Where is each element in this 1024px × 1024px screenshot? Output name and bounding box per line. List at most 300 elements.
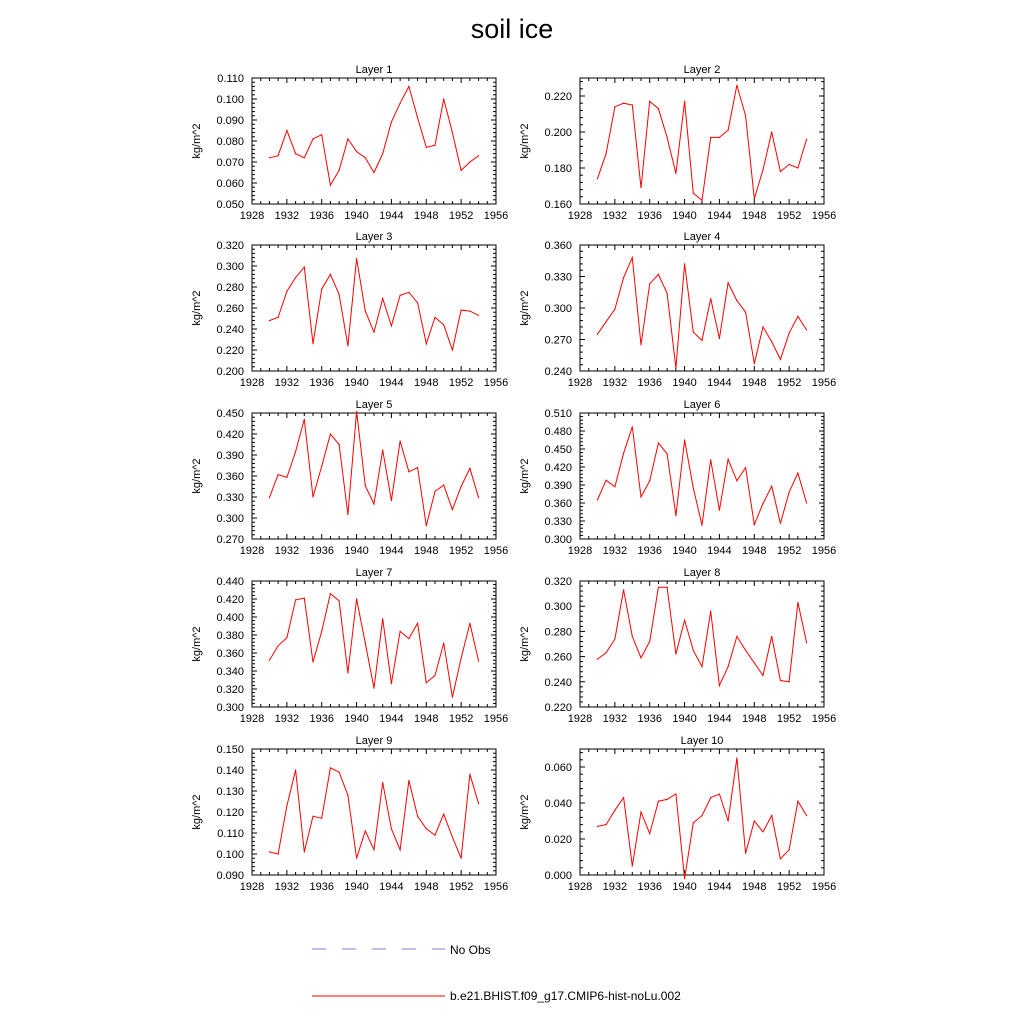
layer-2-data-point: [728, 130, 729, 131]
layer-8-data-point: [797, 602, 798, 603]
layer-7-xtick-label: 1932: [274, 713, 300, 725]
layer-2-data-point: [771, 131, 772, 132]
layer-2-data-point: [675, 173, 676, 174]
layer-3-data-point: [469, 311, 470, 312]
layer-6-data-point: [684, 439, 685, 440]
layer-7-xtick-label: 1936: [309, 713, 334, 725]
layer-3-data-point: [434, 317, 435, 318]
layer-9-data-point: [339, 772, 340, 773]
layer-10-data-point: [736, 757, 737, 758]
layer-10-data-point: [623, 797, 624, 798]
layer-6-frame: [580, 413, 824, 539]
layer-1-data-point: [269, 157, 270, 158]
layer-6-data-point: [658, 442, 659, 443]
layer-5-ytick-label: 0.390: [216, 450, 244, 462]
layer-10-data-point: [797, 801, 798, 802]
layer-3-title: Layer 3: [355, 231, 393, 243]
layer-3-data-point: [339, 294, 340, 295]
layer-5-data-point: [417, 467, 418, 468]
layer-9-data-point: [330, 767, 331, 768]
layer-9-data-point: [373, 849, 374, 850]
layer-1-data-point: [356, 151, 357, 152]
layer-10-ytick-label: 0.020: [544, 834, 572, 846]
legend-no-obs-label: No Obs: [450, 943, 491, 957]
layer-6-data-point: [606, 480, 607, 481]
layer-7-data-point: [426, 682, 427, 683]
layer-9-data-point: [347, 795, 348, 796]
layer-10-data-point: [806, 815, 807, 816]
layer-8-ytick-label: 0.320: [544, 576, 572, 588]
layer-1-data-point: [330, 185, 331, 186]
layer-10-xtick-label: 1956: [811, 881, 837, 893]
layer-8-ytick-label: 0.280: [544, 626, 572, 639]
layer-2-xtick-label: 1956: [811, 210, 837, 222]
layer-2-data-point: [736, 85, 737, 86]
layer-5-data-point: [286, 477, 287, 478]
layer-7-data-point: [347, 672, 348, 673]
layer-4-xtick-label: 1940: [672, 377, 697, 389]
layer-10-title: Layer 10: [680, 735, 724, 747]
layer-2-data-point: [632, 104, 633, 105]
layer-5-ytick-label: 0.420: [216, 429, 244, 441]
layer-1-xtick-label: 1936: [309, 210, 334, 222]
layer-5-data-point: [426, 525, 427, 526]
layer-7-data-point: [434, 675, 435, 676]
layer-3-data-point: [461, 310, 462, 311]
layer-9-data-point: [356, 858, 357, 859]
layer-1-ytick-label: 0.100: [216, 94, 244, 106]
layer-9-ylabel: kg/m^2: [191, 794, 203, 830]
layer-10-ytick-label: 0.060: [544, 762, 572, 774]
layer-1-data-point: [408, 86, 409, 87]
layer-1-data-point: [461, 170, 462, 171]
layer-10-xtick-label: 1928: [567, 881, 593, 893]
layer-4-data-point: [771, 341, 772, 342]
layer-9-data-point: [408, 780, 409, 781]
layer-1-xtick-label: 1956: [483, 210, 509, 222]
layer-1-data-point: [365, 157, 366, 158]
layer-7-ytick-label: 0.360: [216, 648, 244, 660]
layer-3-xtick-label: 1956: [483, 377, 509, 389]
layer-9-series-line: [269, 768, 478, 858]
layer-8-ytick-label: 0.260: [544, 651, 572, 664]
layer-9-xtick-label: 1932: [274, 881, 300, 893]
layer-2-xtick-label: 1952: [776, 210, 802, 222]
layer-5-ytick-label: 0.330: [216, 492, 244, 504]
layer-4-data-point: [736, 300, 737, 301]
layer-3-ytick-label: 0.280: [216, 282, 244, 294]
layer-9-xtick-label: 1936: [309, 881, 334, 893]
layer-3-data-point: [269, 320, 270, 321]
layer-4-ytick-label: 0.330: [544, 271, 572, 284]
layer-5-xtick-label: 1936: [309, 545, 334, 557]
layer-6-data-point: [632, 426, 633, 427]
layer-1-data-point: [452, 132, 453, 133]
layer-10-xtick-label: 1940: [672, 881, 697, 893]
figure-title: soil ice: [470, 14, 554, 44]
layer-1-data-point: [339, 170, 340, 171]
layer-9-data-point: [382, 782, 383, 783]
layer-4-data-point: [684, 263, 685, 264]
layer-8-xtick-label: 1928: [567, 713, 593, 725]
layer-8-ytick-label: 0.220: [544, 702, 572, 714]
layer-4-data-point: [632, 257, 633, 258]
layer-7-data-point: [391, 683, 392, 684]
layer-8-ytick-label: 0.300: [544, 601, 572, 614]
layer-4-data-point: [728, 282, 729, 283]
layer-3-data-point: [408, 292, 409, 293]
layer-8-data-point: [719, 685, 720, 686]
layer-2-data-point: [640, 187, 641, 188]
layer-7-xtick-label: 1952: [448, 713, 474, 725]
layer-8-ylabel: kg/m^2: [519, 626, 531, 662]
layer-3-data-point: [330, 274, 331, 275]
layer-2-ylabel: kg/m^2: [519, 123, 531, 159]
layer-2-data-point: [623, 103, 624, 104]
layer-8-data-point: [728, 666, 729, 667]
layer-3-data-point: [417, 302, 418, 303]
layer-7-data-point: [452, 697, 453, 698]
layer-9-title: Layer 9: [355, 735, 393, 747]
layer-7-ytick-label: 0.420: [216, 594, 244, 606]
layer-2-data-point: [754, 198, 755, 199]
layer-2-xtick-label: 1948: [742, 210, 767, 222]
layer-9-xtick-label: 1940: [344, 881, 369, 893]
layer-10-data-point: [614, 810, 615, 811]
layer-4-data-point: [762, 326, 763, 327]
layer-3-data-point: [365, 311, 366, 312]
layer-2-data-point: [710, 137, 711, 138]
layer-10-data-point: [762, 831, 763, 832]
layer-10-data-point: [728, 820, 729, 821]
layer-6-ytick-label: 0.390: [544, 480, 572, 492]
layer-6-data-point: [728, 459, 729, 460]
layer-1-data-point: [426, 147, 427, 148]
layer-1-ytick-label: 0.070: [216, 157, 244, 169]
layer-3-data-point: [295, 277, 296, 278]
layer-7-data-point: [365, 643, 366, 644]
layer-3-data-point: [426, 343, 427, 344]
layer-8-data-point: [745, 650, 746, 651]
layer-7-ytick-label: 0.380: [216, 630, 244, 642]
layer-1-xtick-label: 1932: [274, 210, 300, 222]
layer-8-xtick-label: 1956: [811, 713, 837, 725]
layer-5-data-point: [330, 433, 331, 434]
layer-8-xtick-label: 1948: [742, 713, 767, 725]
layer-1-title: Layer 1: [355, 64, 393, 76]
layer-10-data-point: [745, 853, 746, 854]
layer-1-data-point: [434, 145, 435, 146]
layer-1-series-line: [269, 86, 478, 185]
layer-2-data-point: [797, 167, 798, 168]
layer-1-ytick-label: 0.080: [216, 136, 244, 148]
layer-3-ytick-label: 0.240: [216, 324, 244, 336]
layer-3-ytick-label: 0.320: [216, 240, 244, 252]
layer-9-data-point: [400, 849, 401, 850]
layer-8-data-point: [614, 638, 615, 639]
layer-5-xtick-label: 1944: [379, 545, 404, 557]
layer-5-ytick-label: 0.450: [216, 408, 244, 420]
layer-1-data-point: [443, 98, 444, 99]
layer-1-data-point: [312, 138, 313, 139]
layer-8-data-point: [667, 587, 668, 588]
layer-1-data-point: [382, 153, 383, 154]
layer-4-data-point: [710, 298, 711, 299]
layer-1-xtick-label: 1940: [344, 210, 369, 222]
layer-10-data-point: [771, 815, 772, 816]
layer-4-data-point: [806, 329, 807, 330]
layer-1-xtick-label: 1948: [414, 210, 439, 222]
layer-1-xtick-label: 1944: [379, 210, 404, 222]
layer-7-ytick-label: 0.440: [216, 576, 244, 588]
layer-4-data-point: [719, 338, 720, 339]
layer-1-data-point: [347, 138, 348, 139]
layer-2-data-point: [667, 137, 668, 138]
layer-6-data-point: [597, 499, 598, 500]
layer-2-ytick-label: 0.200: [544, 127, 572, 139]
layer-10-data-point: [789, 849, 790, 850]
layer-3-xtick-label: 1936: [309, 377, 334, 389]
layer-8-data-point: [701, 666, 702, 667]
layer-10-ytick-label: 0.040: [544, 798, 572, 810]
layer-9-ytick-label: 0.140: [216, 765, 244, 777]
layer-5-data-point: [443, 485, 444, 486]
layer-8-data-point: [710, 611, 711, 612]
layer-6-ylabel: kg/m^2: [519, 458, 531, 494]
layer-10-ytick-label: 0.000: [544, 870, 572, 882]
layer-9-data-point: [417, 816, 418, 817]
layer-7-xtick-label: 1944: [379, 713, 404, 725]
layer-1-ytick-label: 0.090: [216, 115, 244, 127]
layer-7-ylabel: kg/m^2: [191, 626, 203, 662]
layer-8-xtick-label: 1932: [602, 713, 628, 725]
layer-4-xtick-label: 1936: [637, 377, 662, 389]
layer-9-data-point: [434, 835, 435, 836]
layer-2-data-point: [719, 137, 720, 138]
layer-7-data-point: [312, 661, 313, 662]
layer-3-xtick-label: 1948: [414, 377, 439, 389]
layer-1-xtick-label: 1928: [239, 210, 265, 222]
layer-4-xtick-label: 1956: [811, 377, 837, 389]
layer-5-data-point: [339, 444, 340, 445]
layer-8-data-point: [789, 681, 790, 682]
layer-2-data-point: [780, 171, 781, 172]
layer-5-data-point: [478, 497, 479, 498]
layer-5-xtick-label: 1932: [274, 545, 300, 557]
layer-7-title: Layer 7: [355, 567, 393, 579]
layer-9-data-point: [452, 837, 453, 838]
layer-8-data-point: [806, 642, 807, 643]
layer-4-data-point: [675, 367, 676, 368]
layer-3-xtick-label: 1944: [379, 377, 404, 389]
layer-5-xtick-label: 1928: [239, 545, 265, 557]
layer-1-ytick-label: 0.110: [217, 73, 244, 85]
layer-3-data-point: [304, 266, 305, 267]
layer-3-ytick-label: 0.220: [216, 345, 244, 357]
layer-7-data-point: [461, 658, 462, 659]
layer-8-xtick-label: 1944: [707, 713, 732, 725]
layer-6-data-point: [736, 480, 737, 481]
layer-1-data-point: [304, 157, 305, 158]
legend-model-label: b.e21.BHIST.f09_g17.CMIP6-hist-noLu.002: [450, 989, 681, 1003]
layer-10-data-point: [675, 793, 676, 794]
layer-8-data-point: [640, 657, 641, 658]
layer-5-data-point: [269, 497, 270, 498]
layer-8-xtick-label: 1952: [776, 713, 802, 725]
layer-7-data-point: [304, 598, 305, 599]
layer-10-ylabel: kg/m^2: [519, 794, 531, 830]
layer-2-data-point: [745, 115, 746, 116]
layer-3-ytick-label: 0.200: [216, 366, 244, 378]
layer-6-ytick-label: 0.360: [544, 498, 572, 510]
layer-6-data-point: [623, 453, 624, 454]
layer-7-data-point: [278, 645, 279, 646]
layer-1-data-point: [478, 155, 479, 156]
layer-8-data-point: [684, 619, 685, 620]
layer-3-series-line: [269, 259, 478, 350]
layer-7-ytick-label: 0.340: [216, 666, 244, 678]
layer-1-data-point: [321, 134, 322, 135]
layer-5-data-point: [321, 466, 322, 467]
layer-6-ytick-label: 0.420: [544, 462, 572, 474]
layer-2-data-point: [693, 193, 694, 194]
layer-10-data-point: [754, 820, 755, 821]
layer-6-data-point: [710, 459, 711, 460]
layer-1-data-point: [373, 172, 374, 173]
layer-10-data-point: [606, 824, 607, 825]
layer-3-ytick-label: 0.300: [216, 261, 244, 273]
layer-5-data-point: [295, 451, 296, 452]
layer-9-ytick-label: 0.150: [216, 744, 244, 756]
layer-4-xtick-label: 1948: [742, 377, 767, 389]
layer-4-data-point: [754, 363, 755, 364]
layer-4-data-point: [606, 321, 607, 322]
layer-9-data-point: [269, 851, 270, 852]
layer-3-data-point: [278, 317, 279, 318]
layer-9-data-point: [321, 818, 322, 819]
layer-6-data-point: [771, 486, 772, 487]
layer-4-data-point: [614, 308, 615, 309]
layer-2-data-point: [614, 106, 615, 107]
layer-5-ytick-label: 0.300: [216, 513, 244, 525]
layer-8-data-point: [649, 641, 650, 642]
layer-3-data-point: [347, 345, 348, 346]
layer-9-xtick-label: 1956: [483, 881, 509, 893]
layer-5-data-point: [373, 503, 374, 504]
layer-3-data-point: [321, 289, 322, 290]
layer-4-data-point: [649, 283, 650, 284]
layer-7-data-point: [356, 598, 357, 599]
layer-2-xtick-label: 1944: [707, 210, 732, 222]
layer-6-ytick-label: 0.480: [544, 426, 572, 438]
layer-9-data-point: [286, 805, 287, 806]
layer-2-series-line: [597, 85, 806, 200]
layer-7-ytick-label: 0.400: [216, 612, 244, 624]
layer-8-title: Layer 8: [683, 567, 721, 579]
layer-5-data-point: [304, 419, 305, 420]
layer-4-ytick-label: 0.300: [544, 303, 572, 315]
layer-9-data-point: [478, 803, 479, 804]
layer-6-data-point: [806, 502, 807, 503]
layer-10-data-point: [780, 858, 781, 859]
layer-2-data-point: [606, 153, 607, 154]
layer-8-ytick-label: 0.240: [544, 676, 572, 689]
layer-1-frame: [252, 78, 496, 204]
layer-10-xtick-label: 1952: [776, 881, 802, 893]
layer-6-data-point: [667, 453, 668, 454]
layer-3-ytick-label: 0.260: [216, 303, 244, 315]
layer-2-xtick-label: 1932: [602, 210, 628, 222]
layer-10-xtick-label: 1948: [742, 881, 767, 893]
layer-10-data-point: [658, 801, 659, 802]
layer-2-frame: [580, 78, 824, 204]
layer-4-data-point: [693, 332, 694, 333]
layer-5-ytick-label: 0.270: [216, 534, 244, 546]
layer-4-data-point: [658, 274, 659, 275]
layer-3-data-point: [286, 291, 287, 292]
layer-2-xtick-label: 1936: [637, 210, 662, 222]
layer-6-xtick-label: 1956: [811, 545, 837, 557]
layer-7-xtick-label: 1948: [414, 713, 439, 725]
layer-5-data-point: [469, 468, 470, 469]
layer-4-data-point: [789, 333, 790, 334]
layer-8-data-point: [597, 659, 598, 660]
layer-10-xtick-label: 1944: [707, 881, 732, 893]
layer-8-data-point: [658, 587, 659, 588]
layer-10-data-point: [640, 811, 641, 812]
layer-7-series-line: [269, 594, 478, 698]
layer-6-ytick-label: 0.300: [544, 534, 572, 546]
layer-8-data-point: [736, 636, 737, 637]
layer-4-ytick-label: 0.360: [544, 240, 572, 252]
layer-9-ytick-label: 0.120: [216, 807, 244, 819]
layer-8-xtick-label: 1936: [637, 713, 662, 725]
layer-2-xtick-label: 1940: [672, 210, 697, 222]
layer-5-ylabel: kg/m^2: [191, 458, 203, 494]
layer-9-xtick-label: 1948: [414, 881, 439, 893]
layer-10-frame: [580, 749, 824, 875]
layer-5-data-point: [391, 500, 392, 501]
layer-7-data-point: [478, 661, 479, 662]
layer-7-data-point: [417, 623, 418, 624]
layer-4-title: Layer 4: [683, 231, 721, 243]
layer-6-data-point: [789, 492, 790, 493]
layer-3-data-point: [373, 332, 374, 333]
layer-6-xtick-label: 1948: [742, 545, 767, 557]
layer-5-data-point: [400, 440, 401, 441]
layer-3-data-point: [356, 258, 357, 259]
layer-7-data-point: [373, 688, 374, 689]
layer-9-ytick-label: 0.110: [217, 828, 244, 840]
layer-6-xtick-label: 1932: [602, 545, 628, 557]
layer-4-xtick-label: 1928: [567, 377, 593, 389]
layer-10-data-point: [710, 797, 711, 798]
layer-9-data-point: [278, 853, 279, 854]
layer-5-xtick-label: 1952: [448, 545, 474, 557]
layer-3-data-point: [443, 324, 444, 325]
layer-9-data-point: [304, 851, 305, 852]
layer-7-data-point: [443, 643, 444, 644]
layer-4-xtick-label: 1944: [707, 377, 732, 389]
layer-2-ytick-label: 0.160: [544, 199, 572, 211]
layer-6-xtick-label: 1940: [672, 545, 697, 557]
layer-4-data-point: [623, 277, 624, 278]
layer-1-data-point: [417, 117, 418, 118]
layer-6-data-point: [675, 515, 676, 516]
layer-7-data-point: [469, 623, 470, 624]
layer-7-data-point: [286, 637, 287, 638]
layer-7-ytick-label: 0.300: [216, 702, 244, 714]
